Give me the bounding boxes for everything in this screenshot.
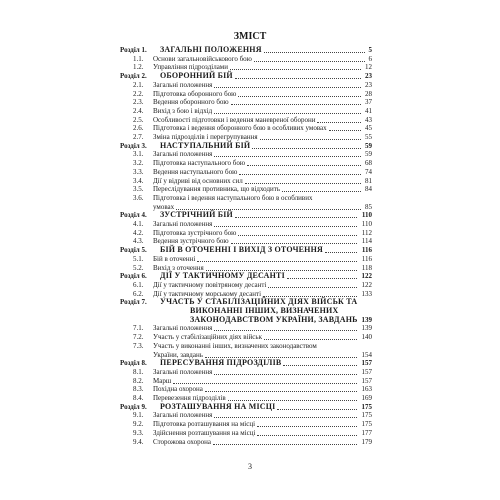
entry-page-number: 114 [361,237,372,246]
entry-title: Загальні положення [153,150,213,159]
entry-page-number: 157 [361,359,372,368]
dot-leader [260,132,361,140]
entry-page-number: 28 [365,89,372,98]
dot-leader [213,437,357,445]
section-label: Розділ 9. [120,402,147,411]
dot-leader [287,271,357,279]
entry-number: 5.1. [133,254,144,263]
dot-leader [245,176,361,184]
entry-page-number: 12 [365,63,372,72]
section-label: Розділ 5. [120,246,147,255]
entry-title: Дії у тактичному повітряному десанті [153,280,267,289]
entry-title: Особливості підготовки і ведення маневреної оборони [153,115,316,124]
section-label: Розділ 2. [120,72,147,81]
dot-leader [264,332,357,340]
dot-leader [238,228,357,236]
entry-title: Перевезення підрозділів [153,394,226,402]
entry-page-number: 110 [361,220,372,228]
entry-title: Участь у виконанні інших, визначених законодавством [153,341,317,350]
page-title: ЗМІСТ [233,31,267,42]
entry-page-number: 122 [361,272,372,281]
dot-leader [325,245,357,253]
dot-leader [173,376,357,384]
dot-leader [205,384,357,392]
entry-title: Підготовка зустрічного бою [153,228,237,237]
entry-number: 7.3. [133,341,144,350]
entry-title: Марш [153,376,172,385]
entry-title: Переслідування противника, що відходить [153,185,281,194]
entry-title: Загальні положення [153,367,213,376]
entry-page-number: 59 [365,150,372,159]
entry-title: Підготовка і ведення оборонного бою в особливих умовах [153,124,327,133]
section-label: Розділ 7. [120,298,147,307]
dot-leader [254,54,365,62]
dot-leader [282,184,361,192]
section-title: ПЕРЕСУВАННЯ ПІДРОЗДІЛІВ [160,358,282,368]
dot-leader [264,45,365,53]
dot-leader [252,141,361,149]
entry-page-number: 85 [365,202,372,211]
entry-title: Управління підрозділами [153,63,228,72]
dot-leader [228,393,357,401]
entry-number: 8.3. [133,385,144,394]
section-label: Розділ 1. [120,46,147,54]
section-title: ОБОРОННИЙ БІЙ [160,71,233,81]
entry-title: Підготовка оборонного бою [153,89,237,98]
entry-title: Ведення оборонного бою [153,98,229,107]
entry-title: Дії у тактичному морському десанті [153,289,262,298]
dot-leader [214,323,357,331]
entry-page-number: 175 [361,402,372,411]
dot-leader [231,236,357,244]
dot-leader [214,367,357,375]
entry-page-number: 133 [361,289,372,298]
entry-page-number: 140 [361,333,372,342]
entry-number: 6.2. [133,289,144,298]
section-title: ЗАГАЛЬНІ ПОЛОЖЕННЯ [160,45,262,54]
dot-leader [317,115,361,123]
entry-number: 2.2. [133,89,144,98]
entry-number: 2.4. [133,106,144,115]
entry-number: 4.1. [133,220,144,228]
section-title: ЗАКОНОДАВСТВОМ УКРАЇНИ, ЗАВДАНЬ [190,314,358,324]
dot-leader [214,219,357,227]
entry-title: Основи загальновійськового бою [153,54,252,63]
entry-page-number: 37 [365,98,372,107]
dot-leader [235,71,361,79]
entry-number: 2.3. [133,98,144,107]
entry-title: умовах [153,202,175,211]
section-title: УЧАСТЬ У СТАБІЛІЗАЦІЙНИХ ДІЯХ ВІЙСЬК ТА [160,297,358,307]
entry-page-number: 112 [361,228,372,237]
dot-leader [230,62,361,70]
entry-page-number: 6 [368,54,372,63]
dot-leader [214,80,361,88]
dot-leader [239,167,361,175]
toc-entry-row [0,437,500,447]
entry-page-number: 81 [365,176,372,185]
entry-page-number: 177 [361,428,372,437]
dot-leader [257,428,357,436]
entry-number: 8.1. [133,367,144,376]
entry-number: 3.6. [133,193,144,202]
entry-title: Підготовка і ведення наступального бою в особливих [153,193,313,202]
entry-number: 2.1. [133,80,144,89]
entry-title: Зміна підрозділів і перегрупування [153,133,258,141]
entry-number: 1.1. [133,54,144,63]
entry-number: 3.3. [133,167,144,176]
entry-title: Загальні положення [153,411,213,420]
entry-number: 9.3. [133,428,144,437]
entry-number: 1.2. [133,63,144,72]
entry-number: 3.1. [133,150,144,159]
dot-leader [257,419,357,427]
entry-page-number: 154 [361,350,372,359]
entry-page-number: 157 [361,376,372,385]
entry-title: Підготовка розташування на місці [153,420,256,429]
entry-title: України, завдань [153,350,203,359]
dot-leader [214,106,361,114]
entry-title: Участь у стабілізаційних діях військ [153,333,262,342]
entry-page-number: 163 [361,385,372,394]
dot-leader [235,210,357,218]
entry-title: Ведення наступального бою [153,167,238,176]
dot-leader [231,97,361,105]
entry-page-number: 110 [361,211,372,220]
entry-page-number: 41 [365,106,372,115]
dot-leader [206,263,357,271]
dot-leader [277,402,357,410]
entry-number: 5.2. [133,263,144,272]
entry-page-number: 68 [365,159,372,168]
entry-number: 4.2. [133,228,144,237]
entry-number: 3.2. [133,159,144,168]
entry-number: 7.2. [133,333,144,342]
entry-page-number: 139 [361,324,372,333]
dot-leader [268,280,357,288]
entry-page-number: 157 [361,367,372,376]
entry-number: 3.4. [133,176,144,185]
entry-title: Загальні положення [153,324,213,333]
entry-title: Похідна охорона [153,385,203,394]
dot-leader [238,89,361,97]
entry-page-number: 43 [365,115,372,124]
entry-page-number: 122 [361,280,372,289]
entry-page-number: 45 [365,124,372,133]
entry-number: 6.1. [133,280,144,289]
entry-title: Вихід з бою і відхід [153,106,213,115]
section-title: ВИКОНАННІ ІНШИХ, ВИЗНАЧЕНИХ [190,306,339,315]
section-title: ЗУСТРІЧНИЙ БІЙ [160,210,233,220]
dot-leader [214,149,361,157]
entry-page-number: 55 [365,133,372,141]
entry-page-number: 84 [365,185,372,194]
entry-page-number: 74 [365,167,372,176]
entry-page-number: 175 [361,411,372,420]
entry-title: Вихід з оточення [153,263,204,272]
dot-leader [197,254,357,262]
entry-page-number: 116 [361,254,372,263]
entry-page-number: 179 [361,437,372,446]
entry-number: 7.1. [133,324,144,333]
dot-leader [263,289,357,297]
section-label: Розділ 6. [120,272,147,281]
entry-title: Здійснення розташування на місці [153,428,256,437]
entry-number: 2.5. [133,115,144,124]
dot-leader [205,350,357,358]
entry-number: 2.7. [133,133,144,141]
entry-title: Загальні положення [153,80,213,89]
entry-title: Ведення зустрічного бою [153,237,229,246]
entry-title: Сторожова охорона [153,437,212,446]
entry-number: 9.2. [133,420,144,429]
dot-leader [283,358,357,366]
section-title: РОЗТАШУВАННЯ НА МІСЦІ [160,401,276,411]
section-title: НАСТУПАЛЬНИЙ БІЙ [160,140,251,150]
entry-number: 2.6. [133,124,144,133]
entry-page-number: 139 [361,315,372,324]
section-label: Розділ 4. [120,211,147,220]
entry-page-number: 169 [361,394,372,402]
entry-page-number: 118 [361,263,372,272]
entry-title: Дії у відриві від основних сил [153,176,243,185]
entry-title: Підготовка наступального бою [153,159,246,168]
dot-leader [214,410,357,418]
entry-page-number: 175 [361,420,372,429]
page-number: 3 [248,462,252,471]
section-title: ДІЇ У ТАКТИЧНОМУ ДЕСАНТІ [160,271,285,281]
dot-leader [176,202,361,210]
entry-number: 4.3. [133,237,144,246]
dot-leader [247,158,361,166]
entry-page-number: 5 [368,46,372,54]
entry-number: 8.2. [133,376,144,385]
entry-title: Загальні положення [153,220,213,228]
entry-title: Бій в оточенні [153,254,196,263]
entry-page-number: 59 [365,141,372,150]
entry-number: 3.5. [133,185,144,194]
entry-number: 9.1. [133,411,144,420]
entry-number: 9.4. [133,437,144,446]
entry-page-number: 23 [365,72,372,81]
section-label: Розділ 3. [120,141,147,150]
entry-page-number: 23 [365,80,372,89]
entry-page-number: 116 [361,246,372,255]
entry-number: 8.4. [133,394,144,402]
section-label: Розділ 8. [120,359,147,368]
section-title: БІЙ В ОТОЧЕННІ І ВИХІД З ОТОЧЕННЯ [160,245,323,255]
dot-leader [329,123,361,131]
